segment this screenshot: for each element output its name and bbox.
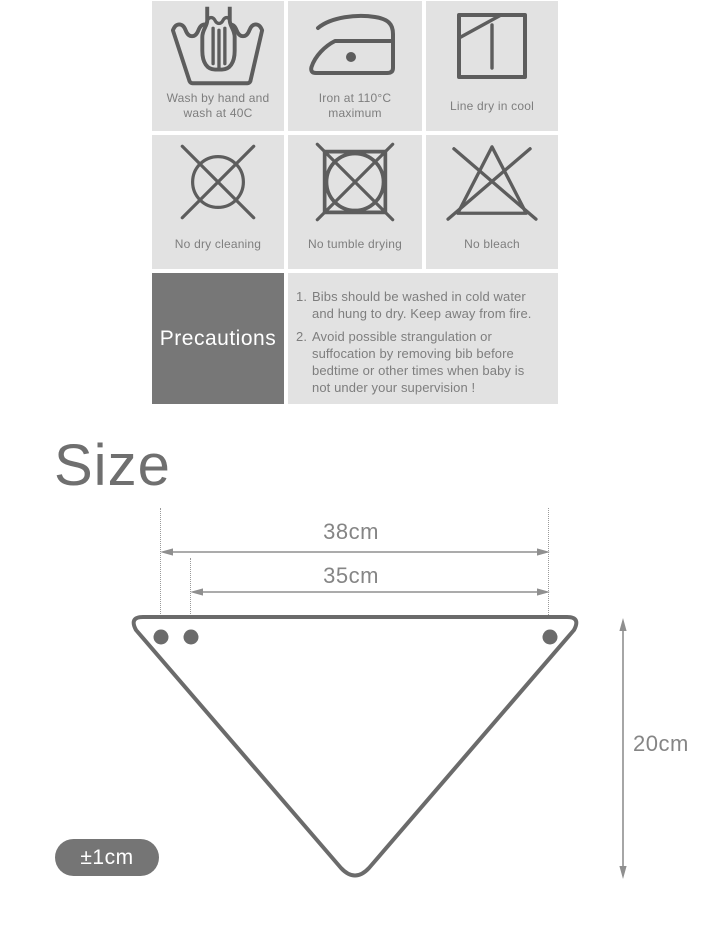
snap-button-right (543, 630, 558, 645)
care-item-no-tumble-drying (288, 135, 422, 269)
care-label: No bleach (464, 236, 520, 251)
inner-width-label: 35cm (323, 563, 379, 588)
care-item-iron (288, 1, 422, 131)
no-dry-cleaning-icon (171, 135, 265, 228)
care-item-no-bleach (426, 135, 558, 269)
care-item-line-dry (426, 1, 558, 131)
tolerance-badge (55, 839, 159, 876)
care-label: Iron at 110°C maximum (318, 91, 392, 120)
outer-width-arrow (160, 546, 550, 558)
care-item-no-dry-cleaning (152, 135, 284, 269)
care-label: No tumble drying (308, 236, 402, 251)
care-label: Wash by hand and wash at 40C (166, 91, 270, 120)
size-heading: Size (54, 433, 171, 498)
care-label: Line dry in cool (450, 98, 534, 113)
precaution-item: 2. Avoid possible strangulation or suffocation by removing bib before bedtime or other times when baby is not under your supervision ! (296, 329, 525, 395)
no-bleach-icon (440, 135, 544, 228)
care-item-wash-by-hand (152, 1, 284, 131)
snap-button-left-outer (154, 630, 169, 645)
height-label: 20cm (633, 731, 689, 756)
height-arrow (617, 618, 629, 879)
extension-line-right (548, 508, 549, 615)
inner-width-arrow (190, 586, 550, 598)
no-tumble-drying-icon (309, 135, 401, 228)
precaution-item: 1. Bibs should be washed in cold water and hung to dry. Keep away from fire. (296, 289, 532, 321)
precautions-title-box (152, 273, 284, 404)
iron-icon (305, 1, 405, 90)
precautions-text-box (288, 273, 558, 404)
tolerance-label: ±1cm (80, 845, 134, 869)
extension-line-left (160, 508, 161, 616)
snap-button-left-inner (184, 630, 199, 645)
bib-outline (125, 613, 585, 891)
outer-width-label: 38cm (323, 519, 379, 544)
handwash-icon (168, 1, 268, 90)
care-instructions-grid (152, 1, 558, 404)
precautions-title: Precautions (159, 326, 277, 350)
line-dry-icon (456, 1, 528, 90)
care-label: No dry cleaning (174, 236, 262, 251)
